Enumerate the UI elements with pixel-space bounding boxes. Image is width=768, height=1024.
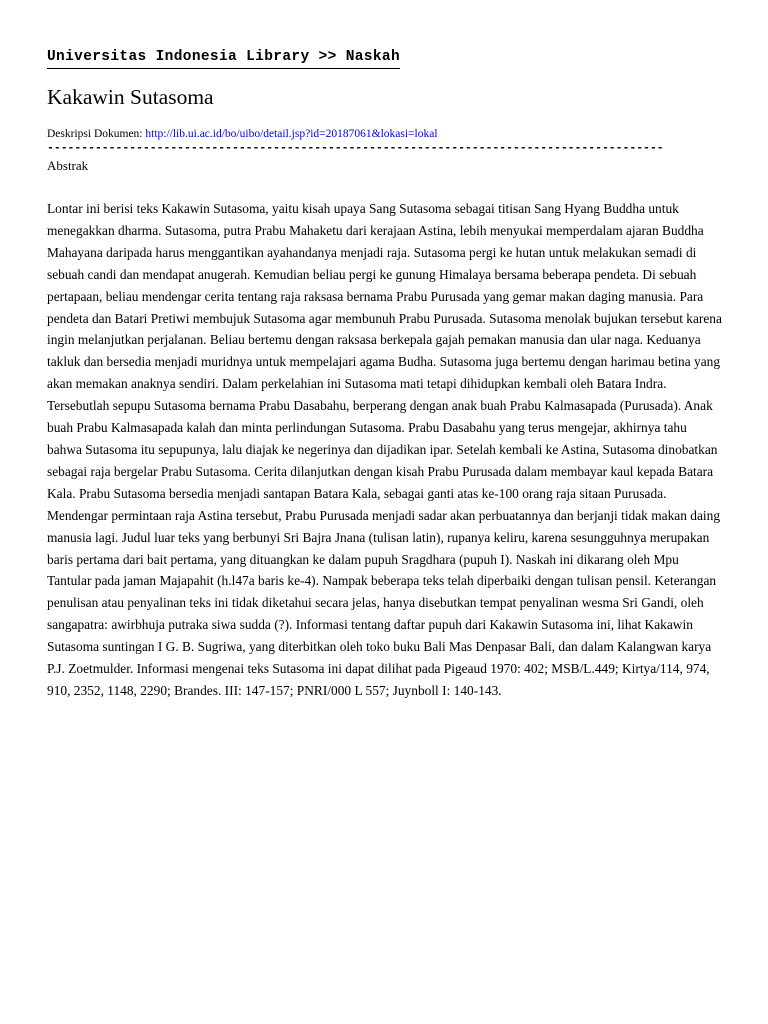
document-page (47, 47, 737, 715)
abstract-heading: Abstrak (47, 158, 89, 173)
description-label: Deskripsi Dokumen: (47, 128, 146, 140)
breadcrumb-header[interactable]: Universitas Indonesia Library >> Naskah (47, 47, 400, 69)
document-title: Kakawin Sutasoma (47, 85, 214, 109)
divider-line: ------------------------------------------------------------------------------------------ (47, 143, 664, 155)
description-row (47, 127, 737, 141)
description-link[interactable]: http://lib.ui.ac.id/bo/uibo/detail.jsp?id=20187061&lokasi=lokal (145, 128, 438, 140)
abstract-text: Lontar ini berisi teks Kakawin Sutasoma, yaitu kisah upaya Sang Sutasoma sebagai titisan Sang Hyang Buddha untuk menegakkan dharma. Sutasoma, putra Prabu Mahaketu dari kerajaan Astina, lebih menyukai memperdalam ajaran Buddha Mahayana daripada harus menggantikan ayahandanya menjadi raja. Sutasoma pergi ke hutan untuk melakukan semadi di sebuah candi dan mendapat anugerah. Kemudian beliau pergi ke gunung Himalaya bersama beberapa pendeta. Di sebuah pertapaan, beliau mendengar cerita tentang raja raksasa bernama Prabu Purusada yang gemar makan daging manusia. Para pendeta dan Batari Pretiwi membujuk Sutasoma agar membunuh Prabu Purusada. Sutasoma menolak bujukan tersebut karena ingin melanjutkan perjalanan. Beliau bertemu dengan raksasa berkepala gajah pemakan manusia dan ular naga. Keduanya takluk dan bersedia menjadi muridnya untuk mempelajari agama Budha. Sutasoma juga bertemu dengan harimau betina yang akan memakan anaknya sendiri. Dalam perkelahian ini Sutasoma mati tetapi dihidupkan kembali oleh Batara Indra. Tersebutlah sepupu Sutasoma bernama Prabu Dasabahu, berperang dengan anak buah Prabu Kalmasapada (Purusada). Anak buah Prabu Kalmasapada kalah dan minta perlindungan Sutasoma. Prabu Dasabahu yang terus mengejar, akhirnya tahu bahwa Sutasoma itu sepupunya, lalu diajak ke negerinya dan dijadikan ipar. Setelah kembali ke Astina, Sutasoma dinobatkan sebagai raja bergelar Prabu Sutasoma. Cerita dilanjutkan dengan kisah Prabu Purusada dalam membayar kaul kepada Batara Kala. Prabu Sutasoma bersedia menjadi santapan Batara Kala, sebagai ganti atas ke-100 orang raja sitaan Purusada. Mendengar permintaan raja Astina tersebut, Prabu Purusada menjadi sadar akan perbuatannya dan berjanji tidak makan daing manusia lagi. Judul luar teks yang berbunyi Sri Bajra Jnana (tulisan latin), rupanya keliru, karena sesungguhnya merupakan baris pertama dari bait pertama, yang dituangkan ke dalam pupuh Sragdhara (pupuh I). Naskah ini dikarang oleh Mpu Tantular pada jaman Majapahit (h.l47a baris ke-4). Nampak beberapa teks telah diperbaiki dengan tulisan pensil. Keterangan penulisan atau penyalinan teks ini tidak diketahui secara jelas, hanya disebutkan tempat penyalinan wesma Sri Gandi, oleh sangapatra: awirbhuja putraka siwa sudda (?). Informasi tentang daftar pupuh dari Kakawin Sutasoma ini, lihat Kakawin Sutasoma suntingan I G. B. Sugriwa, yang diterbitkan oleh toko buku Bali Mas Denpasar Bali, dan dalam Kalangwan karya P.J. Zoetmulder. Informasi mengenai teks Sutasoma ini dapat dilihat pada Pigeaud 1970: 402; MSB/L.449; Kirtya/114, 974, 910, 2352, 1148, 2290; Brandes. III: 147-157; PNRI/000 L 557; Juynboll I: 140-143. (47, 201, 722, 698)
